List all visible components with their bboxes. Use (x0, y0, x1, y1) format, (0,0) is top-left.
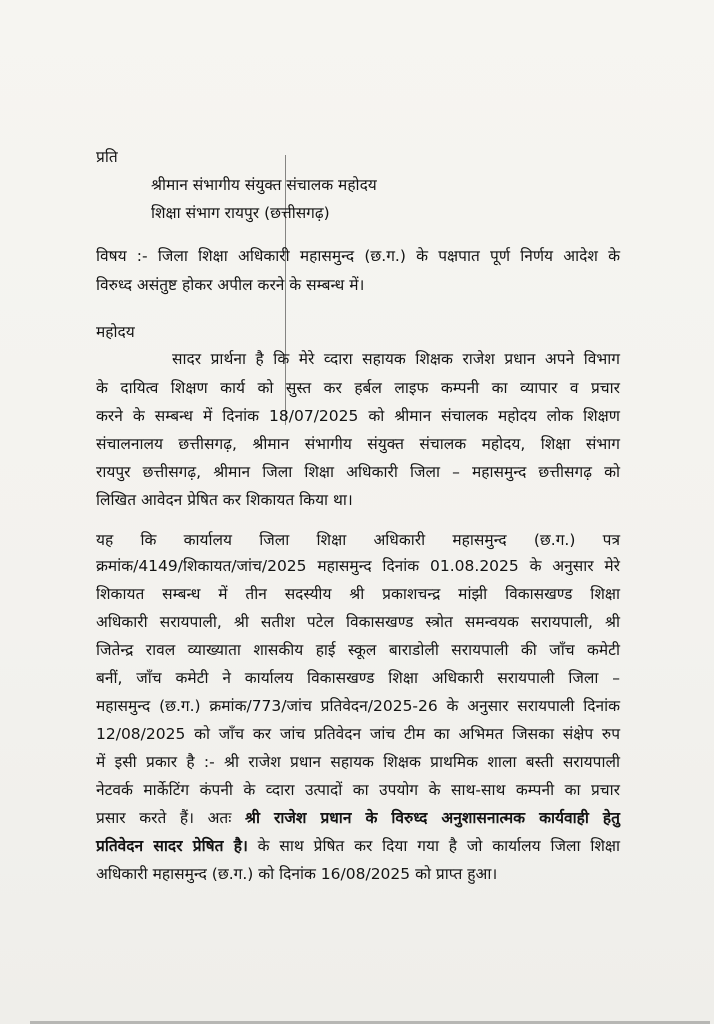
para1-line: रायपुर छत्तीसगढ़, श्रीमान जिला शिक्षा अधिकारी जिला – महासमुन्द छत्तीसगढ़ को (96, 463, 620, 481)
para2-line: 12/08/2025 को जाँच कर जांच प्रतिवेदन जांच टीम का अभिमत जिसका संक्षेप रुप (96, 725, 620, 743)
salutation: महोदय (96, 323, 135, 341)
subject-line-1: विषय :- जिला शिक्षा अधिकारी महासमुन्द (छ.ग.) के पक्षपात पूर्ण निर्णय आदेश के (96, 247, 620, 265)
para1-line: लिखित आवेदन प्रेषित कर शिकायत किया था। (96, 491, 353, 509)
para2-line: नेटवर्क मार्केटिंग कंपनी के व्दारा उत्पादों का उपयोग के साथ-साथ कम्पनी का प्रचार (96, 781, 620, 799)
para2-line: अधिकारी महासमुन्द (छ.ग.) को दिनांक 16/08/2025 को प्राप्त हुआ। (96, 865, 498, 883)
para2-line-mixed (96, 836, 620, 856)
para2-line: यह कि कार्यालय जिला शिक्षा अधिकारी महासमुन्द (छ.ग.) पत्र (96, 531, 620, 549)
subject-line-2: विरुध्द असंतुष्ट होकर अपील करने के सम्बन्ध में। (96, 276, 365, 294)
para2-line: शिकायत सम्बन्ध में तीन सदस्यीय श्री प्रकाशचन्द्र मांझी विकासखण्ड शिक्षा (96, 585, 620, 603)
para1-line: के दायित्व शिक्षण कार्य को सुस्त कर हर्बल लाइफ कम्पनी का व्यापार व प्रचार (96, 379, 620, 397)
para2-line: जितेन्द्र रावल व्याख्याता शासकीय हाई स्कूल बाराडोली सरायपाली की जाँच कमेटी (96, 641, 620, 659)
para2-text: प्रसार करते हैं। अतः (96, 809, 245, 827)
para2-bold-text: प्रतिवेदन सादर प्रेषित है। (96, 837, 248, 855)
para2-line: अधिकारी सरायपाली, श्री सतीश पटेल विकासखण्ड स्त्रोत समन्वयक सरायपाली, श्री (96, 613, 620, 631)
recipient-line-1: श्रीमान संभागीय संयुक्त संचालक महोदय (151, 176, 377, 194)
para2-line: बनीं, जाँच कमेटी ने कार्यालय विकासखण्ड शिक्षा अधिकारी सरायपाली जिला – (96, 669, 620, 687)
para2-line-mixed (96, 808, 620, 828)
para2-text: के साथ प्रेषित कर दिया गया है जो कार्यालय जिला शिक्षा (247, 837, 621, 855)
para2-bold-text: श्री राजेश प्रधान के विरुध्द अनुशासनात्मक कार्यवाही हेतु (244, 809, 620, 827)
para2-line: क्रमांक/4149/शिकायत/जांच/2025 महासमुन्द दिनांक 01.08.2025 के अनुसार मेरे (96, 557, 620, 575)
para2-line: महासमुन्द (छ.ग.) क्रमांक/773/जांच प्रतिवेदन/2025-26 के अनुसार सरायपाली दिनांक (96, 697, 620, 715)
para1-line: करने के सम्बन्ध में दिनांक 18/07/2025 को श्रीमान संचालक महोदय लोक शिक्षण (96, 407, 620, 425)
para1-line: संचालनालय छत्तीसगढ़, श्रीमान संभागीय संयुक्त संचालक महोदय, शिक्षा संभाग (96, 435, 620, 453)
para2-line: में इसी प्रकार है :- श्री राजेश प्रधान सहायक शिक्षक प्राथमिक शाला बस्ती सरायपाली (96, 753, 620, 771)
para1-line: सादर प्रार्थना है कि मेरे व्दारा सहायक शिक्षक राजेश प्रधान अपने विभाग (172, 350, 620, 368)
addressee-prefix: प्रति (96, 148, 118, 166)
recipient-line-2: शिक्षा संभाग रायपुर (छत्तीसगढ़) (151, 204, 330, 222)
